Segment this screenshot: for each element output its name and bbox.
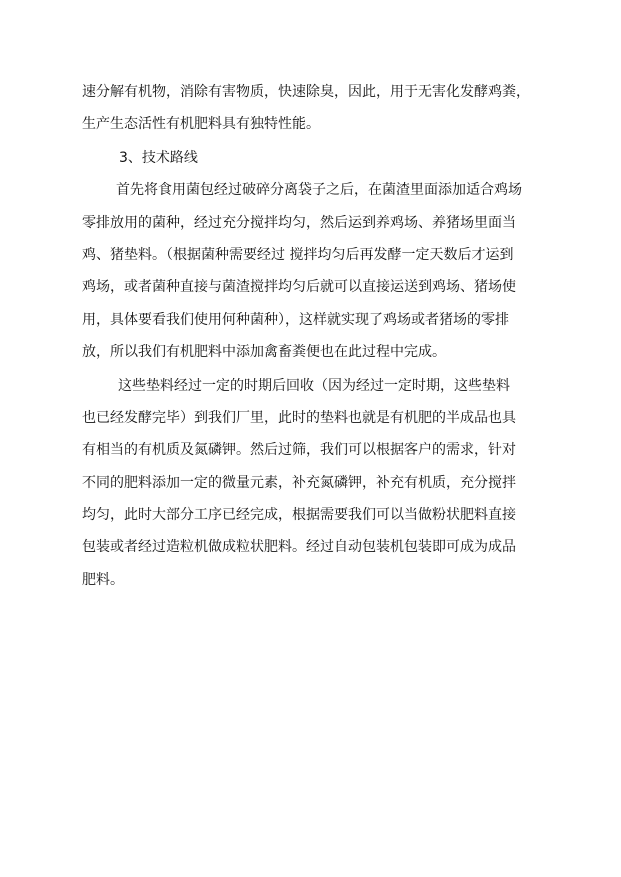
text-line: 用，具体要看我们使用何种菌种），这样就实现了鸡场或者猪场的零排 <box>82 312 509 328</box>
text-line: 鸡场，或者菌种直接与菌渣搅拌均匀后就可以直接运送到鸡场、猪场使 <box>82 279 516 295</box>
text-line: 有相当的有机质及氮磷钾。然后过筛，我们可以根据客户的需求，针对 <box>82 442 516 458</box>
text-line: 首先将食用菌包经过破碎分离袋子之后，在菌渣里面添加适合鸡场 <box>116 182 522 198</box>
section-heading: 3、技术路线 <box>119 150 198 166</box>
text-line: 均匀，此时大部分工序已经完成，根据需要我们可以当做粉状肥料直接 <box>82 507 516 523</box>
text-line: 速分解有机物，消除有害物质，快速除臭，因此，用于无害化发酵鸡粪， <box>82 84 530 100</box>
text-line: 零排放用的菌种，经过充分搅拌均匀，然后运到养鸡场、养猪场里面当 <box>82 215 516 231</box>
text-line: 放，所以我们有机肥料中添加禽畜粪便也在此过程中完成。 <box>82 344 446 360</box>
text-line: 生产生态活性有机肥料具有独特性能。 <box>82 116 320 132</box>
text-line: 不同的肥料添加一定的微量元素，补充氮磷钾，补充有机质，充分搅拌 <box>82 475 516 491</box>
text-line: 这些垫料经过一定的时期后回收（因为经过一定时期，这些垫料 <box>118 378 510 394</box>
text-line: 包装或者经过造粒机做成粒状肥料。经过自动包装机包装即可成为成品 <box>82 539 516 555</box>
text-line: 肥料。 <box>82 572 124 588</box>
text-line: 也已经发酵完毕）到我们厂里，此时的垫料也就是有机肥的半成品也具 <box>82 410 516 426</box>
text-line: 鸡、猪垫料。（根据菌种需要经过 搅拌均匀后再发酵一定天数后才运到 <box>82 247 514 263</box>
